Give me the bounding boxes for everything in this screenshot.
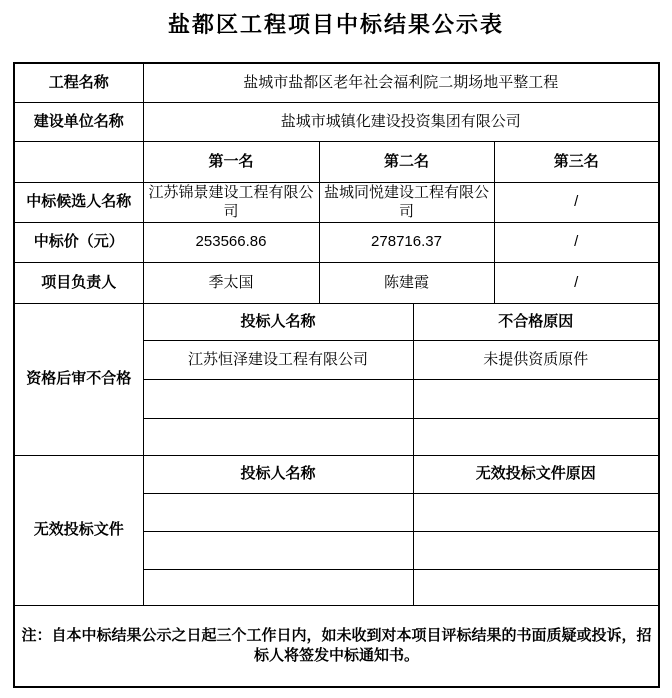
price-second: 278716.37 [319, 222, 494, 262]
table-row-post-review-header [14, 303, 659, 340]
page-title: 盐都区工程项目中标结果公示表 [167, 12, 504, 37]
invalid-bid-reason-1 [413, 531, 659, 569]
table-row-managers [14, 262, 659, 303]
price-label: 中标价（元） [14, 222, 143, 262]
project-name-label: 工程名称 [14, 63, 143, 102]
table-row-invalid-bid-header [14, 455, 659, 493]
rank-header-first: 第一名 [143, 141, 319, 182]
post-review-label: 资格后审不合格 [14, 303, 143, 455]
post-review-bidder-header: 投标人名称 [143, 303, 413, 340]
project-name-value: 盐城市盐都区老年社会福利院二期场地平整工程 [143, 63, 659, 102]
manager-third: / [494, 262, 659, 303]
owner-name-value: 盐城市城镇化建设投资集团有限公司 [143, 102, 659, 141]
table-row-owner [14, 102, 659, 141]
manager-second: 陈建霞 [319, 262, 494, 303]
post-review-reason-header: 不合格原因 [413, 303, 659, 340]
table-row-candidates [14, 182, 659, 222]
candidate-second: 盐城同悦建设工程有限公司 [319, 182, 494, 222]
candidate-third: / [494, 182, 659, 222]
post-review-bidder-2 [143, 418, 413, 455]
candidate-label: 中标候选人名称 [14, 182, 143, 222]
owner-name-label: 建设单位名称 [14, 102, 143, 141]
invalid-bid-reason-header: 无效投标文件原因 [413, 455, 659, 493]
invalid-bid-reason-0 [413, 493, 659, 531]
post-review-reason-1 [413, 379, 659, 418]
post-review-bidder-0: 江苏恒泽建设工程有限公司 [143, 340, 413, 379]
manager-label: 项目负责人 [14, 262, 143, 303]
table-row-rank-headers [14, 141, 659, 182]
invalid-bid-bidder-header: 投标人名称 [143, 455, 413, 493]
invalid-bid-label: 无效投标文件 [14, 455, 143, 605]
rank-header-third: 第三名 [494, 141, 659, 182]
rank-blank-cell [14, 141, 143, 182]
candidate-first: 江苏锦景建设工程有限公司 [143, 182, 319, 222]
price-third: / [494, 222, 659, 262]
manager-first: 季太国 [143, 262, 319, 303]
post-review-bidder-1 [143, 379, 413, 418]
invalid-bid-bidder-1 [143, 531, 413, 569]
table-row-note [14, 605, 659, 687]
table-row-prices [14, 222, 659, 262]
post-review-reason-2 [413, 418, 659, 455]
bid-result-table [13, 62, 660, 688]
invalid-bid-reason-2 [413, 569, 659, 605]
invalid-bid-bidder-2 [143, 569, 413, 605]
note-text: 注：自本中标结果公示之日起三个工作日内，如未收到对本项目评标结果的书面质疑或投诉，招标人将签发中标通知书。 [14, 605, 659, 687]
price-first: 253566.86 [143, 222, 319, 262]
invalid-bid-bidder-0 [143, 493, 413, 531]
post-review-reason-0: 未提供资质原件 [413, 340, 659, 379]
rank-header-second: 第二名 [319, 141, 494, 182]
table-row-project [14, 63, 659, 102]
